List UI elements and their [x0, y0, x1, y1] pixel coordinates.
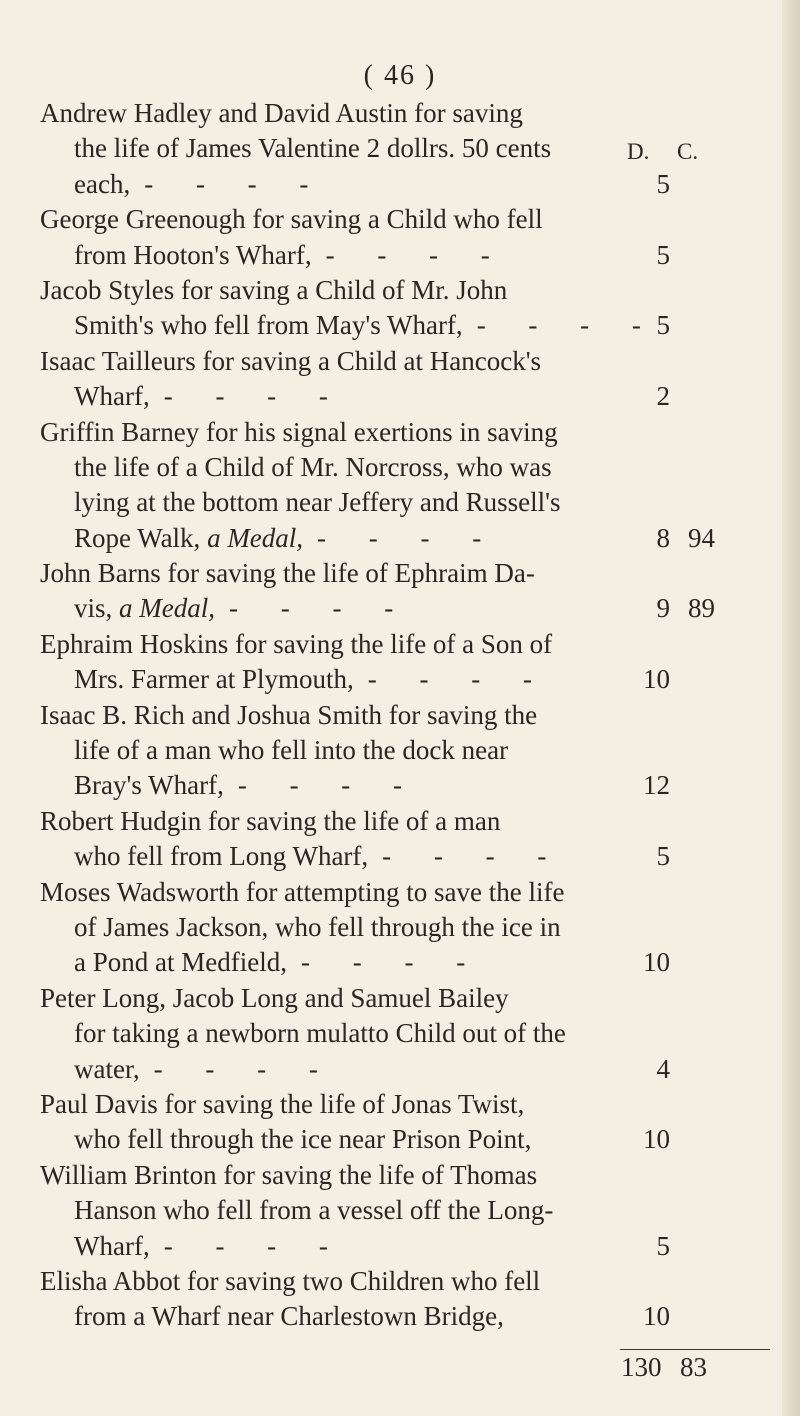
- entry-text: Jacob Styles for saving a Child of Mr. John: [40, 274, 508, 305]
- entry-dollars: 5: [656, 168, 670, 199]
- entry-text: lying at the bottom near Jeffery and Russell's: [74, 487, 561, 518]
- ledger-entry: [40, 698, 680, 804]
- entry-line: [40, 1299, 680, 1334]
- leader-dashes: - - - -: [382, 841, 565, 872]
- leader-dashes: - - - -: [237, 770, 421, 801]
- entry-text: for taking a newborn mulatto Child out of the: [74, 1018, 566, 1049]
- total-rule: [620, 1349, 770, 1350]
- entry-dollars: 9: [656, 593, 670, 624]
- entry-line: [40, 238, 680, 273]
- leader-dashes: - - - -: [476, 310, 659, 341]
- entry-text: Hanson who fell from a vessel off the Long-: [74, 1195, 554, 1226]
- entry-cents: 89: [688, 593, 715, 624]
- entry-text: John Barns for saving the life of Ephraim Da-: [40, 558, 535, 589]
- entry-text: Ephraim Hoskins for saving the life of a Son of: [40, 628, 553, 659]
- entry-text: the life of James Valentine 2 dollrs. 50 cents: [74, 133, 552, 164]
- ledger-entry: [40, 344, 680, 415]
- entries-list: [40, 96, 715, 1335]
- ledger-entry: [40, 804, 680, 875]
- entry-text: Griffin Barney for his signal exertions in saving: [40, 416, 558, 447]
- entry-dollars: 8: [656, 522, 670, 553]
- entry-line: [40, 733, 680, 768]
- entry-line: [40, 768, 680, 803]
- entry-dollars: 10: [643, 1301, 670, 1332]
- entry-line: [40, 698, 680, 733]
- ledger-entry: [40, 556, 715, 627]
- entry-dollars: 10: [643, 947, 670, 978]
- entry-text: the life of a Child of Mr. Norcross, who was: [74, 451, 552, 482]
- entry-line: [40, 202, 680, 237]
- entry-line: [40, 627, 680, 662]
- entry-line: [40, 1052, 680, 1087]
- leader-dashes: - - - -: [153, 1053, 336, 1084]
- entry-text: Peter Long, Jacob Long and Samuel Bailey: [40, 982, 509, 1013]
- entry-text: Isaac Tailleurs for saving a Child at Hancock's: [40, 345, 542, 376]
- entry-line: [40, 1193, 680, 1228]
- entry-line: [40, 839, 680, 874]
- entry-text: from Hooton's Wharf,: [74, 239, 312, 270]
- ledger-entry: [40, 875, 680, 981]
- entry-text: Wharf,: [74, 1230, 150, 1261]
- ledger-entry: [40, 1264, 680, 1335]
- entry-line: [40, 1229, 680, 1264]
- entry-line: [40, 1264, 680, 1299]
- entry-line: [40, 485, 680, 520]
- entry-text: Elisha Abbot for saving two Children who fell: [40, 1265, 541, 1296]
- entry-line: [40, 662, 680, 697]
- ledger-entry: [40, 273, 680, 344]
- entry-text: George Greenough for saving a Child who fell: [40, 204, 543, 235]
- entry-text: Smith's who fell from May's Wharf,: [74, 310, 463, 341]
- entry-text: who fell from Long Wharf,: [74, 841, 369, 872]
- leader-dashes: - - - -: [229, 593, 412, 624]
- leader-dashes: - - - -: [300, 947, 484, 978]
- entry-line: [40, 344, 680, 379]
- entry-text: of James Jackson, who fell through the ice in: [74, 911, 561, 942]
- entry-line: [40, 1016, 680, 1051]
- entry-line: [40, 521, 715, 556]
- page-edge: [782, 0, 800, 1416]
- ledger-entry: [40, 981, 680, 1087]
- entry-text: Mrs. Farmer at Plymouth,: [74, 664, 354, 695]
- leader-dashes: - - - -: [163, 1230, 346, 1261]
- entry-line: [40, 131, 680, 166]
- entry-line: [40, 273, 680, 308]
- ledger-entry: [40, 627, 680, 698]
- entry-line: [40, 875, 680, 910]
- entry-text: Wharf,: [74, 381, 150, 412]
- entry-text: Bray's Wharf,: [74, 770, 224, 801]
- entry-line: [40, 308, 680, 343]
- entry-award: a Medal,: [112, 593, 215, 624]
- entry-text: Moses Wadsworth for attempting to save the life: [40, 876, 565, 907]
- entry-line: [40, 945, 680, 980]
- entry-text: each,: [74, 168, 131, 199]
- entry-text: William Brinton for saving the life of Thomas: [40, 1159, 538, 1190]
- entry-dollars: 10: [643, 1124, 670, 1155]
- entry-dollars: 5: [656, 239, 670, 270]
- entry-text: vis,: [74, 593, 113, 624]
- entry-dollars: 4: [656, 1053, 670, 1084]
- entry-text: from a Wharf near Charlestown Bridge,: [74, 1301, 504, 1332]
- entry-cents: 94: [688, 522, 715, 553]
- entry-line: [40, 981, 680, 1016]
- entry-line: [40, 96, 680, 131]
- leader-dashes: - - - -: [317, 522, 500, 553]
- entry-text: a Pond at Medfield,: [74, 947, 287, 978]
- entry-dollars: 10: [643, 664, 670, 695]
- entry-text: Paul Davis for saving the life of Jonas Twist,: [40, 1088, 525, 1119]
- ledger-entry: [40, 96, 680, 202]
- entry-text: water,: [74, 1053, 140, 1084]
- entry-dollars: 5: [656, 841, 670, 872]
- leader-dashes: - - - -: [367, 664, 550, 695]
- entry-line: [40, 591, 715, 626]
- entry-line: [40, 1087, 680, 1122]
- total-cents: 83: [680, 1352, 707, 1382]
- entry-text: Isaac B. Rich and Joshua Smith for saving the: [40, 699, 538, 730]
- entry-line: [40, 415, 680, 450]
- entry-line: [40, 556, 680, 591]
- ledger-entry: [40, 1158, 680, 1264]
- ledger-entry: [40, 202, 680, 273]
- entry-text: Robert Hudgin for saving the life of a man: [40, 805, 501, 836]
- entry-line: [40, 379, 680, 414]
- leader-dashes: - - - -: [163, 381, 346, 412]
- leader-dashes: - - - -: [325, 239, 508, 270]
- total-dollars: 130: [621, 1352, 662, 1382]
- entry-text: Andrew Hadley and David Austin for saving: [40, 98, 523, 128]
- entry-line: [40, 450, 680, 485]
- entry-line: [40, 910, 680, 945]
- entry-dollars: 12: [643, 770, 670, 801]
- entry-dollars: 5: [656, 310, 670, 341]
- entry-dollars: 5: [656, 1230, 670, 1261]
- entry-text: life of a man who fell into the dock near: [74, 735, 509, 766]
- ledger-entry: [40, 1087, 680, 1158]
- entry-text: who fell through the ice near Prison Point,: [74, 1124, 532, 1155]
- entry-line: [40, 167, 680, 202]
- leader-dashes: - - - -: [144, 168, 327, 199]
- dollars-column-header: D.: [627, 139, 650, 164]
- entry-line: [40, 1158, 680, 1193]
- entry-line: [40, 1122, 680, 1157]
- entry-line: [40, 804, 680, 839]
- entry-award: a Medal,: [200, 522, 304, 553]
- cents-column-header: C.: [677, 139, 699, 164]
- page-number: ( 46 ): [363, 60, 437, 91]
- entry-dollars: 2: [656, 381, 670, 412]
- entry-text: Rope Walk,: [74, 522, 201, 553]
- ledger-entry: [40, 415, 715, 557]
